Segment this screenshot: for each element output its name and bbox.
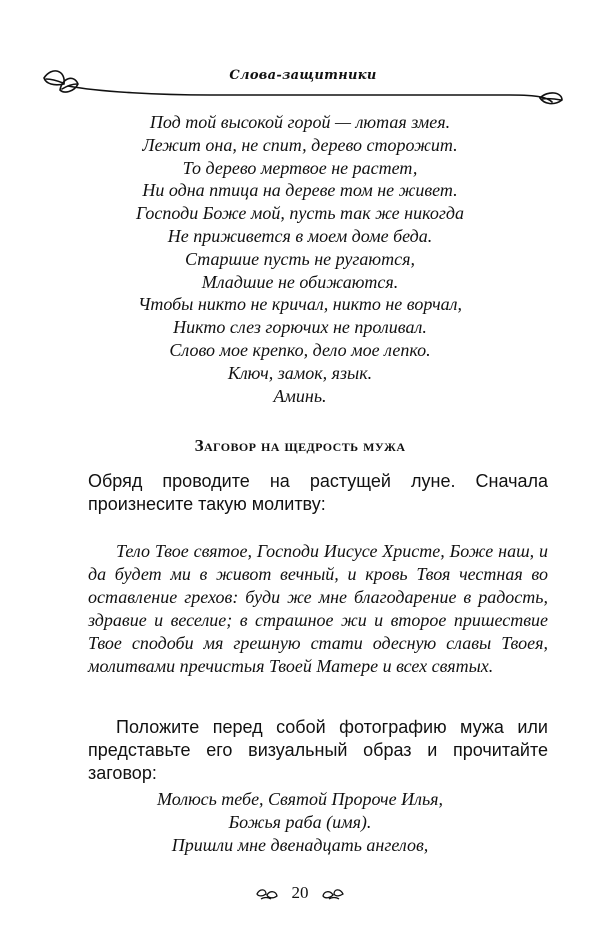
prayer-paragraph: Тело Твое святое, Господи Иисусе Христе, Боже наш, и да будет ми в живот вечный, и кровь Твоя честная во оставление грехов: буди же мне благодарение в радость, здравие и веселие; в страшное жи и второе пришествие Твое сподоби мя грешную стати одесную славы Твоея, молитвами пречистыя Твоей Матере и всех святых. <box>88 541 548 676</box>
poem-line: Господи Боже мой, пусть так же никогда <box>136 203 464 224</box>
leaf-ornament-icon <box>255 887 279 901</box>
poem-block-2 <box>0 788 600 856</box>
poem-line: Никто слез горючих не проливал. <box>173 317 427 338</box>
poem-line: Младшие не обижаются. <box>201 271 399 292</box>
leaf-ornament-icon <box>321 887 345 901</box>
poem-line: Пришли мне двенадцать ангелов, <box>171 834 429 855</box>
poem-line: Божья раба (имя). <box>228 811 372 832</box>
instruction-paragraph: Положите перед собой фотографию мужа или представьте его визуальный образ и прочитайте заговор: <box>88 717 548 783</box>
poem-line: Не приживется в моем доме беда. <box>167 225 433 246</box>
poem-line: Под той высокой горой — лютая змея. <box>149 112 451 132</box>
poem-line: То дерево мертвое не растет, <box>182 157 418 178</box>
page-number: 20 <box>291 883 309 902</box>
running-header <box>40 62 566 112</box>
poem-block <box>0 111 600 407</box>
section-heading: Заговор на щедрость мужа <box>194 436 406 455</box>
poem-line: Аминь. <box>273 385 327 406</box>
running-title: Слова-защитники <box>229 68 377 83</box>
poem-line: Чтобы никто не кричал, никто не ворчал, <box>137 294 463 315</box>
poem-line: Старшие пусть не ругаются, <box>185 248 415 269</box>
intro-paragraph: Обряд проводите на растущей луне. Сначала произнесите такую молитву: <box>88 471 548 514</box>
poem-line: Ни одна птица на дереве том не живет. <box>142 180 458 201</box>
poem-line: Слово мое крепко, дело мое лепко. <box>169 339 431 360</box>
poem-line: Ключ, замок, язык. <box>227 362 373 383</box>
poem-line: Молюсь тебе, Святой Пророче Илья, <box>156 789 444 809</box>
page-footer <box>0 883 600 903</box>
poem-line: Лежит она, не спит, дерево сторожит. <box>142 134 458 155</box>
